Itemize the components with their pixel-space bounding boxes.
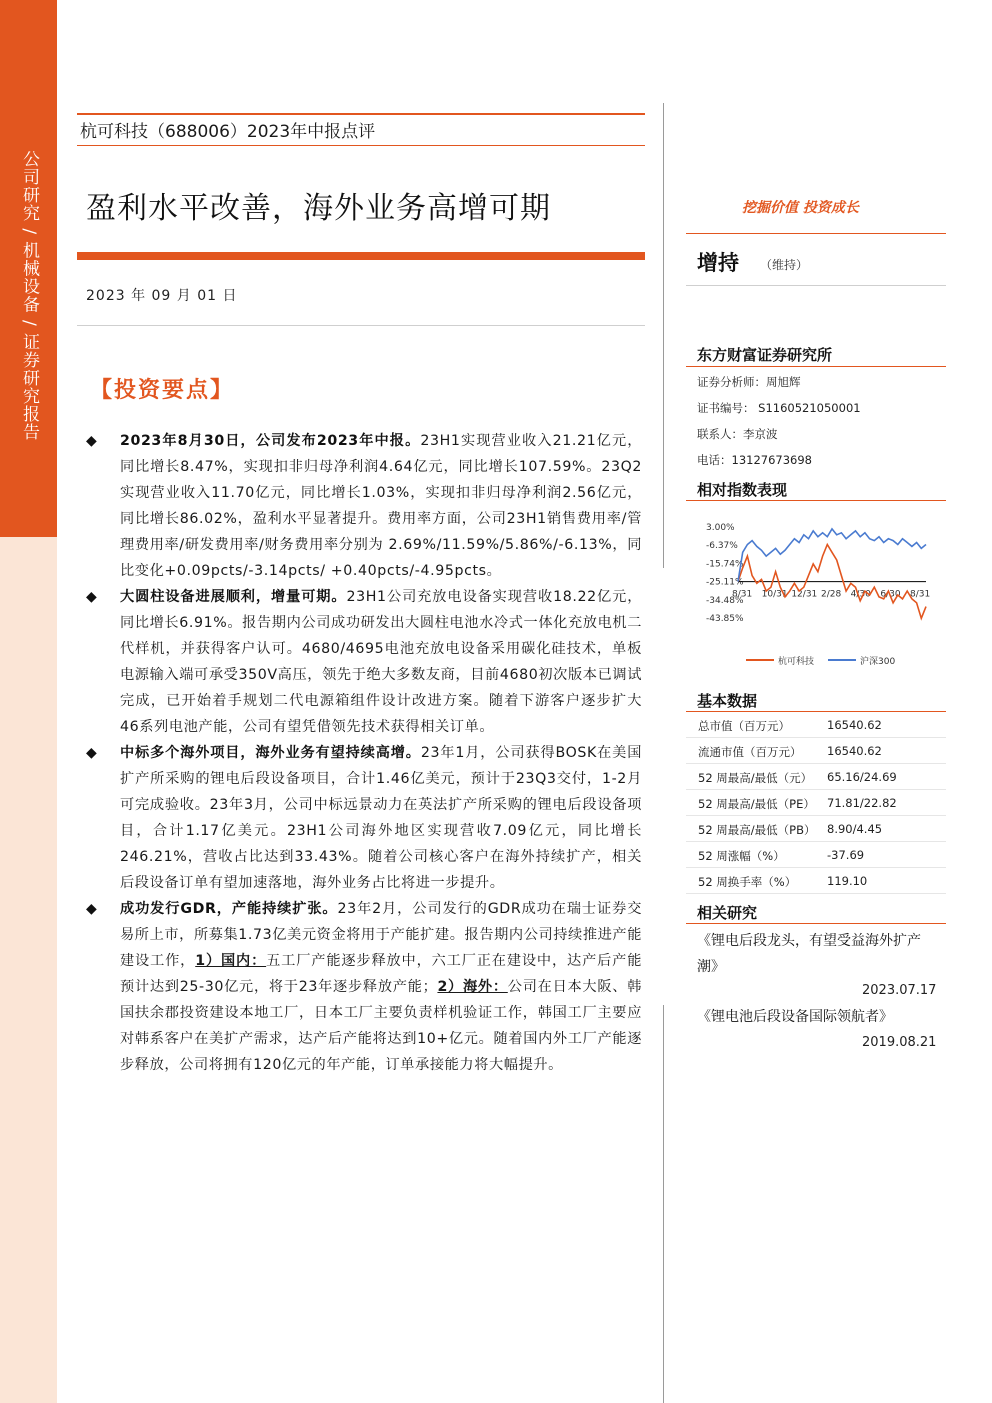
investment-points [86, 428, 642, 1078]
row-value: 8.90/4.45 [827, 822, 883, 836]
y-tick-label: 3.00% [706, 523, 735, 533]
point-item [86, 740, 642, 896]
y-tick-label: -25.11% [706, 577, 744, 588]
row-value: -37.69 [827, 848, 865, 862]
row-label: 流通市值（百万元） [698, 745, 802, 759]
point-text: 五工厂产能逐步释放中，六工厂正在建设中，达产后产能预计达到25-30亿元，将于23年逐步释放产能； [120, 953, 642, 995]
y-tick-label: -43.85% [706, 614, 744, 624]
point-text: 23年1月，公司获得BOSK在美国扩产所采购的锂电后段设备项目，合计1.46亿美元，预计于23Q3交付，1-2月可完成验收。23年3月，公司中标远景动力在英法扩产所采购的锂电后段设备项目，合计1.17亿美元。23H1公司海外地区实现营收7.09亿元，同比增长246.21%，营收占比达到33.43%。随着公司核心客户在海外持续扩产，相关后段设备订单有望加速落地，海外业务占比将进一步提升。 [120, 745, 642, 891]
row-value: 16540.62 [827, 718, 882, 732]
row-value: 65.16/24.69 [827, 770, 897, 784]
header-rule-bottom [77, 145, 645, 146]
category-label: 公司研究 / 机械设备 / 证券研究报告 [19, 150, 39, 442]
point-text: 23H1公司充放电设备实现营收18.22亿元，同比增长6.91%。报告期内公司成功研发出大圆柱电池水冷式一体化充放电机二代样机，并获得客户认可。4680/4695电池充放电设备采用碳化硅技术，单板电源输入端可承受350V高压，领先于绝大多数友商，目前4680初次版本已调试完成，已开始着手规划二代电源箱组件设计改进方案。随着下游客户逐步扩大46系列电池产能，公司有望凭借领先技术获得相关订单。 [120, 589, 642, 735]
y-tick-label: -15.74% [706, 559, 744, 570]
institute-name: 东方财富证券研究所 [697, 346, 833, 364]
related-research-heading: 相关研究 [697, 904, 758, 922]
x-tick-label: 2/28 [821, 589, 842, 600]
research-date: 2023.07.17 [862, 983, 937, 998]
x-tick-label: 8/31 [910, 589, 931, 600]
x-tick-label: 12/31 [791, 589, 818, 600]
diamond-bullet-icon: ◆ [86, 901, 98, 917]
column-divider [663, 1005, 664, 1403]
row-label: 52 周最高/最低（元） [698, 771, 813, 785]
y-tick-label: -6.37% [706, 541, 738, 552]
chart-svg [686, 515, 946, 675]
table-row [686, 712, 946, 738]
x-tick-label: 10/31 [761, 589, 788, 600]
table-row [686, 764, 946, 790]
section-title: 【投资要点】 [90, 378, 235, 403]
slogan-rule [686, 233, 946, 234]
related-research-rule [686, 923, 946, 924]
basic-data-table [686, 712, 946, 894]
point-item [86, 896, 642, 1078]
point-text: 公司在日本大阪、韩国扶余郡投资建设本地工厂，日本工厂主要负责样机验证工作，韩国工厂主要应对韩系客户在美扩产需求，达产后产能将达到10+亿元。随着国内外工厂产能逐步释放，公司将拥有120亿元的年产能，订单承接能力将大幅提升。 [120, 979, 643, 1073]
table-row [686, 738, 946, 764]
contact-person: 联系人：李京波 [697, 427, 778, 441]
row-label: 52 周换手率（%） [698, 875, 797, 889]
diamond-bullet-icon: ◆ [86, 745, 98, 761]
x-tick-label: 6/30 [880, 589, 901, 600]
report-date: 2023 年 09 月 01 日 [86, 288, 238, 304]
point-text: 23H1实现营业收入21.21亿元，同比增长8.47%，实现扣非归母净利润4.64亿元，同比增长107.59%。23Q2实现营业收入11.70亿元，同比增长1.03%，实现扣非归母净利润2.56亿元，同比增长86.02%，盈利水平显著提升。费用率方面，公司23H1销售费用率/管理费用率/研发费用率/财务费用率分别为 2.69%/11.59%/5.86%/-6.13%，同比变化+0.09pcts/-3.14pcts/ +0.40pcts/-4.95pcts。 [120, 433, 643, 579]
column-divider [663, 103, 664, 568]
research-title[interactable]: 《锂电池后段设备国际领航者》 [697, 1009, 893, 1025]
slogan: 挖掘价值 投资成长 [742, 200, 859, 216]
series-line [738, 529, 926, 582]
research-title-cont[interactable]: 潮》 [697, 959, 725, 975]
cert-number: 证书编号： S1160521050001 [697, 401, 861, 415]
date-rule [77, 325, 645, 326]
chart-heading: 相对指数表现 [697, 481, 788, 499]
table-row [686, 816, 946, 842]
legend-label: 杭可科技 [778, 657, 815, 667]
point-heading: 中标多个海外项目，海外业务有望持续高增。 [120, 745, 421, 761]
point-subheading: 1）国内： [195, 953, 267, 969]
point-text: 23年2月，公司发行的GDR成功在瑞士证券交易所上市，所募集1.73亿美元资金将用于产能扩建。报告期内公司持续推进产能建设工作， [120, 901, 642, 969]
row-label: 52 周涨幅（%） [698, 849, 785, 863]
table-row [686, 842, 946, 868]
point-item [86, 584, 642, 740]
header-rule-top [77, 113, 645, 115]
y-tick-label: -34.48% [706, 595, 744, 606]
institute-rule [686, 366, 946, 367]
point-subheading: 2）海外： [437, 979, 508, 995]
diamond-bullet-icon: ◆ [86, 589, 98, 605]
analyst: 证券分析师：周旭辉 [697, 375, 801, 389]
legend-label: 沪深300 [860, 657, 896, 667]
row-value: 119.10 [827, 874, 868, 888]
report-header: 杭可科技（688006）2023年中报点评 [80, 122, 376, 142]
table-row [686, 868, 946, 894]
title-bar [77, 252, 645, 260]
row-label: 52 周最高/最低（PE） [698, 797, 815, 811]
x-tick-label: 4/30 [850, 589, 871, 600]
rating-rule [686, 285, 946, 286]
row-label: 52 周最高/最低（PB） [698, 823, 816, 837]
row-label: 总市值（百万元） [698, 719, 790, 733]
table-row [686, 790, 946, 816]
point-heading: 成功发行GDR，产能持续扩张。 [120, 901, 338, 917]
rating: 增持 [697, 251, 739, 275]
point-heading: 2023年8月30日，公司发布2023年中报。 [120, 433, 421, 449]
row-value: 71.81/22.82 [827, 796, 897, 810]
research-date: 2019.08.21 [862, 1035, 937, 1050]
point-heading: 大圆柱设备进展顺利，增量可期。 [120, 589, 347, 605]
chart-heading-rule [686, 500, 946, 501]
rating-note: （维持） [760, 258, 809, 272]
relative-index-chart [686, 515, 946, 675]
page-title: 盈利水平改善，海外业务高增可期 [86, 191, 551, 226]
basic-data-heading: 基本数据 [697, 692, 758, 710]
diamond-bullet-icon: ◆ [86, 433, 98, 449]
row-value: 16540.62 [827, 744, 882, 758]
x-tick-label: 8/31 [732, 589, 753, 600]
research-title[interactable]: 《锂电后段龙头，有望受益海外扩产 [697, 933, 921, 949]
phone: 电话：13127673698 [697, 453, 812, 467]
point-item [86, 428, 642, 584]
